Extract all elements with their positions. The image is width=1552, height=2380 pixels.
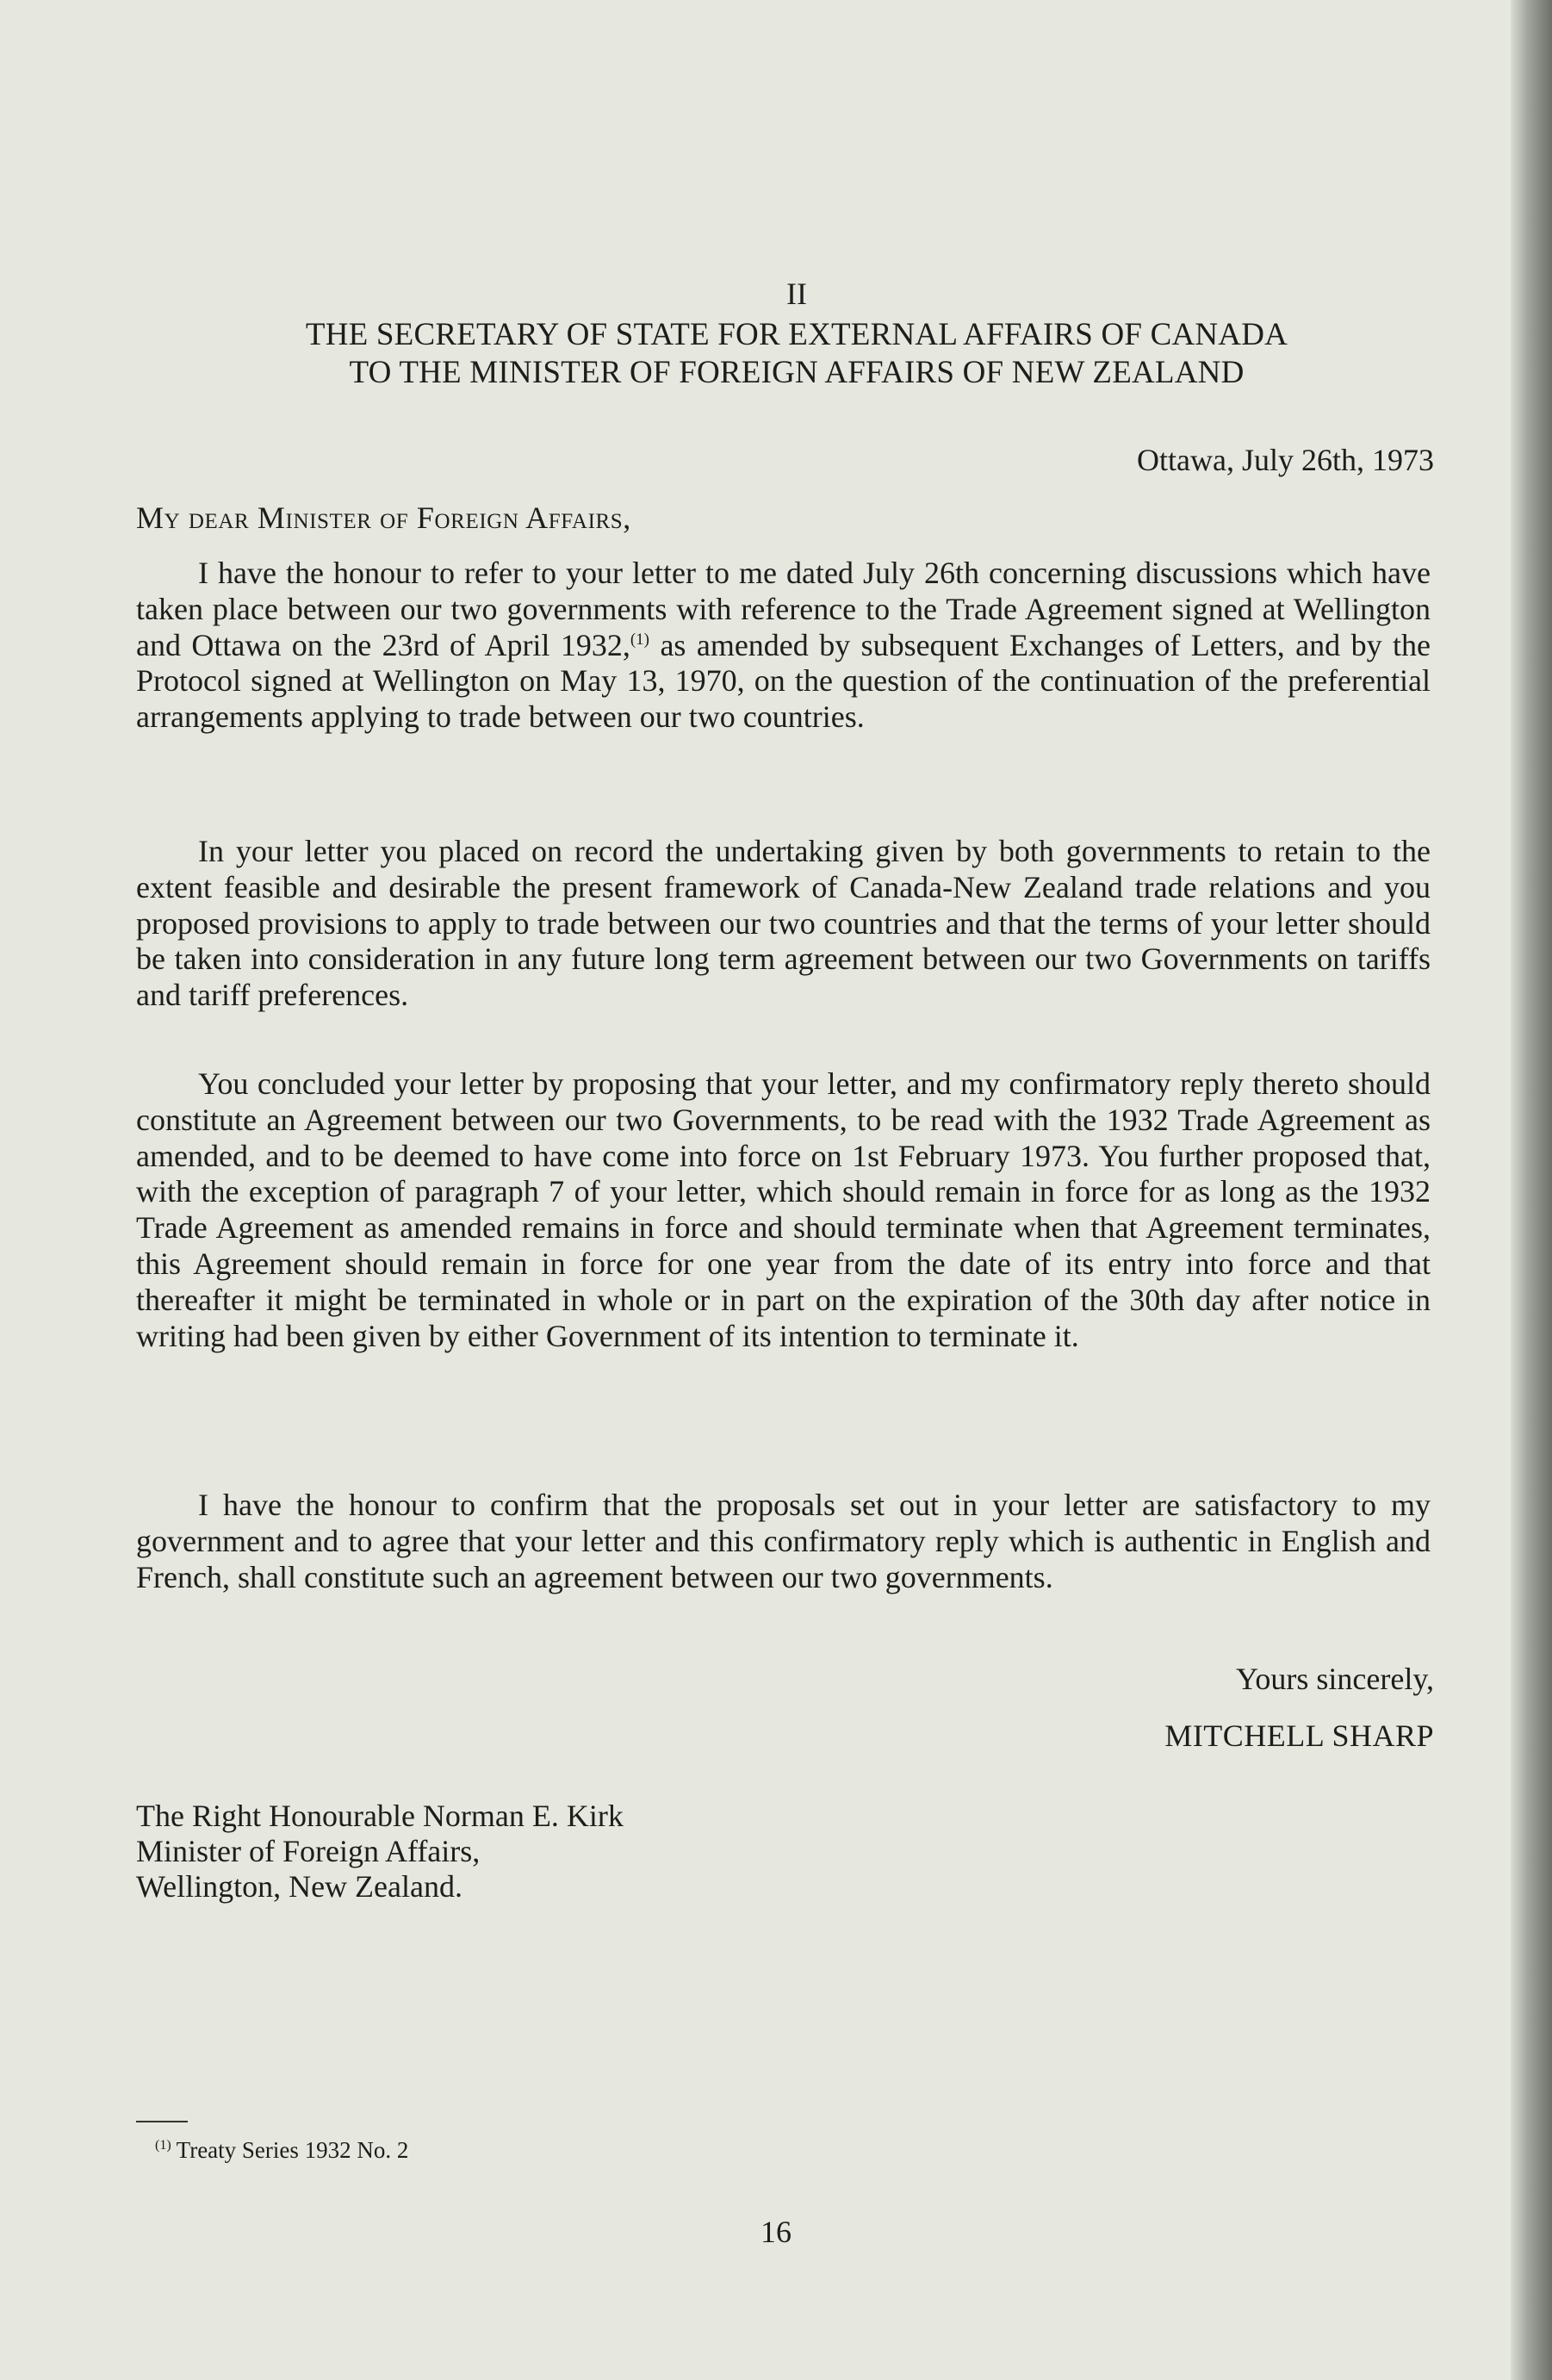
- page-number: 16: [760, 2215, 792, 2249]
- footnote: [155, 2135, 408, 2165]
- dateline: Ottawa, July 26th, 1973: [1137, 443, 1434, 477]
- complimentary-closing: Yours sincerely,: [1236, 1662, 1434, 1696]
- addressee-line-3: Wellington, New Zealand.: [136, 1869, 462, 1904]
- addressee-block: [136, 1799, 624, 1905]
- footnote-mark: (1): [155, 2138, 171, 2153]
- footnote-reference-mark: (1): [630, 630, 650, 649]
- body-paragraph-4: I have the honour to confirm that the proposals set out in your letter are satisfactory to my government and to agree that your letter and this confirmatory reply which is authentic in English and French, shall constitute such an agreement between our two governments.: [136, 1488, 1431, 1594]
- signature-name: MITCHELL SHARP: [1164, 1718, 1434, 1753]
- footnote-text: Treaty Series 1932 No. 2: [176, 2137, 409, 2163]
- heading-line-1: THE SECRETARY OF STATE FOR EXTERNAL AFFAIRS OF CANADA: [305, 317, 1288, 352]
- salutation: My dear Minister of Foreign Affairs,: [136, 500, 631, 535]
- paragraph-1-text-start: I have the honour to refer to your letter to me dated July 26th concerning discussions which have taken place between our two governments with reference to the Trade Agreement signed at Wellington and Ottawa on the 23rd of April 1932,: [136, 556, 1431, 662]
- footnote-separator: [136, 2121, 188, 2122]
- body-paragraph-2: In your letter you placed on record the undertaking given by both governments to retain to the extent feasible and desirable the present framework of Canada-New Zealand trade relations and you proposed provisions to apply to trade between our two countries and that the terms of your letter should be taken into consideration in any future long term agreement between our two Governments on tariffs and tariff preferences.: [136, 834, 1431, 1013]
- section-number: II: [786, 277, 807, 311]
- body-paragraph-3: You concluded your letter by proposing that your letter, and my confirmatory reply thereto should constitute an Agreement between our two Governments, to be read with the 1932 Trade Agreement as amended, and to be deemed to have come into force on 1st February 1973. You further proposed that, with the exception of paragraph 7 of your letter, which should remain in force for as long as the 1932 Trade Agreement as amended remains in force and should terminate when that Agreement terminates, this Agreement should remain in force for one year from the date of its entry into force and that thereafter it might be terminated in whole or in part on the expiration of the 30th day after notice in writing had been given by either Government of its intention to terminate it.: [136, 1066, 1431, 1353]
- body-paragraph-1: [136, 556, 1431, 736]
- addressee-line-1: The Right Honourable Norman E. Kirk: [136, 1799, 624, 1833]
- paragraph-1-text-end: as amended by subsequent Exchanges of Letters, and by the Protocol signed at Wellington on May 13, 1970, on the question of the continuation of the preferential arrangements applying to trade between our two countries.: [136, 627, 1431, 735]
- addressee-line-2: Minister of Foreign Affairs,: [136, 1834, 481, 1868]
- heading-line-2: TO THE MINISTER OF FOREIGN AFFAIRS OF NEW ZEALAND: [349, 355, 1245, 390]
- letter-heading: [0, 316, 1552, 392]
